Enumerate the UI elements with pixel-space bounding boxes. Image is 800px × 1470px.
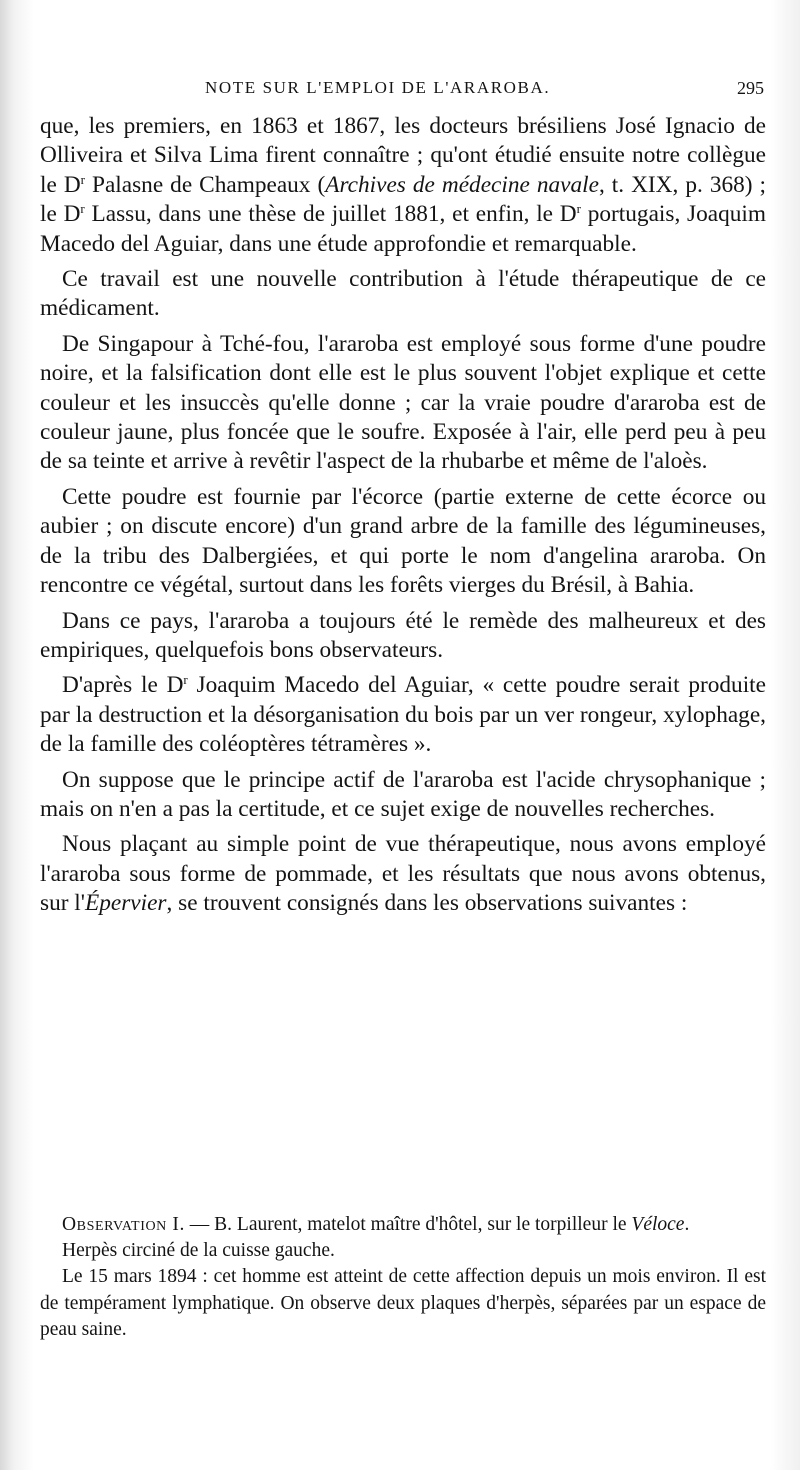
paragraph-7: On suppose que le principe actif de l'araroba est l'acide chrysophanique ; mais on n'en a pas la certitude, et ce sujet exige de nouvelles recherches. (40, 766, 766, 822)
superscript: r (183, 672, 188, 688)
observation-text: Le 15 mars 1894 : cet homme est atteint de cette affection depuis un mois environ. Il est de tempérament lymphatique. On observe deux plaques d'herpès, séparées par un espace de peau saine. (40, 1266, 766, 1340)
paragraph-6: D'après le $D^r$ Joaquim Macedo del Aguiar, « cette poudre serait produite par la destruction et la désorganisation du bois par un ver rongeur, xylophage, de la famille des coléoptères tétramères ». (40, 672, 766, 758)
observation-section (40, 1212, 766, 1343)
superscript: r (80, 171, 85, 187)
paragraph-3: De Singapour à Tché-fou, l'araroba est employé sous forme d'une poudre noire, et la falsification dont elle est le plus souvent l'objet explique et cette couleur et les insuccès qu'elle donne ; car la vraie poudre d'araroba est de couleur jaune, plus foncée que le soufre. Exposée à l'air, elle perd peu à peu de sa teinte et arrive à revêtir l'aspect de la rhubarbe et même de l'aloès. (40, 330, 766, 475)
journal-title: Archives de médecine navale (325, 171, 599, 198)
paragraph-8: Nous plaçant au simple point de vue thérapeutique, nous avons employé l'araroba sous forme de pommade, et les résultats que nous avons obtenus, sur l'Épervier, se trouvent consignés dans les observations suivantes : (40, 831, 766, 917)
paragraph-5: Dans ce pays, l'araroba a toujours été le remède des malheureux et des empiriques, quelquefois bons observateurs. (40, 607, 766, 663)
observation-diagnosis: Herpès circiné de la cuisse gauche. (62, 1240, 335, 1262)
main-text (40, 112, 766, 925)
page-header (40, 78, 764, 104)
superscript: r (576, 201, 581, 217)
page-number: 295 (737, 78, 764, 98)
paragraph-2: Ce travail est une nouvelle contribution à l'étude thérapeutique de ce médicament. (40, 266, 766, 322)
observation-label: Observation I. (62, 1214, 185, 1235)
observation-heading: Observation I. — B. Laurent, matelot maître d'hôtel, sur le torpilleur le Véloce. (62, 1214, 690, 1235)
paragraph-1: que, les premiers, en 1863 et 1867, les docteurs brésiliens José Ignacio de Olliveira et Silva Lima firent connaître ; qu'ont étudié ensuite notre collègue le $D^r$ Palasne de Champeaux (Archives de médecine navale, t. XIX, p. 368) ; le $D^r$ Lassu, dans une thèse de juillet 1881, et enfin, le $D^r$ portugais, Joaquim Macedo del Aguiar, dans une étude approfondie et remarquable. (40, 113, 767, 257)
paragraph-4: Cette poudre est fournie par l'écorce (partie externe de cette écorce ou aubier ; on discute encore) d'un grand arbre de la famille des légumineuses, de la tribu des Dalbergiées, et qui porte le nom d'angelina araroba. On rencontre ce végétal, surtout dans les forêts vierges du Brésil, à Bahia. (40, 483, 766, 599)
running-title: NOTE SUR L'EMPLOI DE L'ARAROBA. (205, 78, 551, 97)
ship-name: Épervier (84, 890, 167, 917)
superscript: r (80, 201, 85, 217)
torpedo-boat-name: Véloce (631, 1214, 685, 1235)
